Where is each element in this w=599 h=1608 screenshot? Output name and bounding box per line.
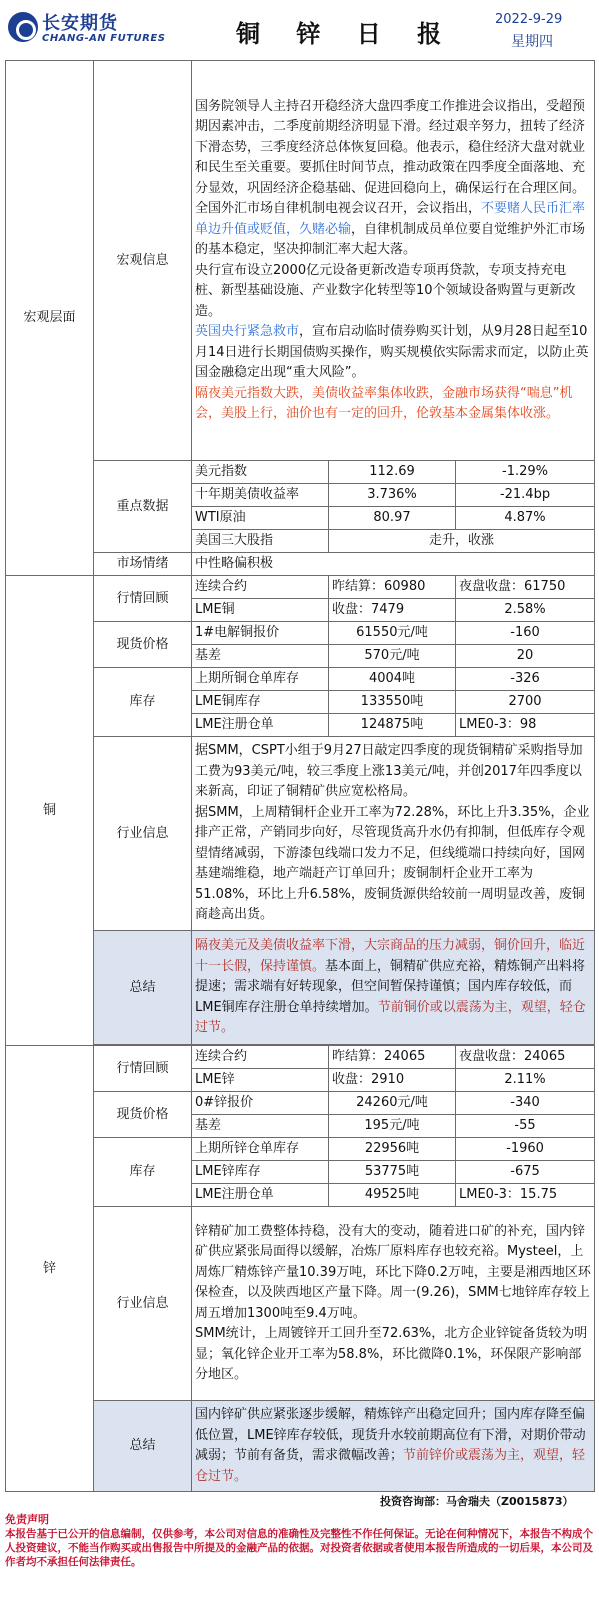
zinc-inventory-cell: LME注册仓单 bbox=[192, 1184, 329, 1207]
key-data-label: 重点数据 bbox=[94, 461, 192, 553]
section-copper: 铜 bbox=[6, 576, 94, 1046]
copper-inventory-label: 库存 bbox=[94, 668, 192, 737]
macro-paragraph-1: 国务院领导人主持召开稳经济大盘四季度工作推进会议指出，受超预期因素冲击，二季度前期经济明显下滑。经过艰辛努力，扭转了经济下滑态势，三季度经济总体恢复回稳。他表示，稳住经济大盘对就业和民生至关重要。要抓住时间节点，推动政策在四季度全面落地、充分显效，巩固经济企稳基础、促进回稳向上，确保运行在合理区间。 bbox=[195, 98, 586, 196]
copper-inventory-cell: LME0-3：98 bbox=[456, 714, 595, 737]
zinc-review-label: 行情回顾 bbox=[94, 1046, 192, 1092]
sentiment-value: 中性略偏积极 bbox=[192, 553, 595, 576]
zinc-review-cell: 收盘：2910 bbox=[329, 1069, 456, 1092]
key-data-value: 3.736% bbox=[329, 484, 456, 507]
zinc-inventory-cell: LME锌库存 bbox=[192, 1161, 329, 1184]
copper-spot-cell: 20 bbox=[456, 645, 595, 668]
zinc-inventory-cell: -675 bbox=[456, 1161, 595, 1184]
zinc-industry-text bbox=[192, 1207, 595, 1401]
macro-fx-highlight: 不要赌人民币汇率单边升值或贬值，久赌必输 bbox=[195, 201, 586, 237]
zinc-review-cell: 连续合约 bbox=[192, 1046, 329, 1069]
key-data-change: -1.29% bbox=[456, 461, 595, 484]
zinc-inventory-cell: LME0-3：15.75 bbox=[456, 1184, 595, 1207]
zinc-spot-cell: 基差 bbox=[192, 1115, 329, 1138]
copper-inventory-cell: 4004吨 bbox=[329, 668, 456, 691]
zinc-inventory-cell: 22956吨 bbox=[329, 1138, 456, 1161]
key-data-value: 112.69 bbox=[329, 461, 456, 484]
zinc-spot-cell: 24260元/吨 bbox=[329, 1092, 456, 1115]
zinc-inventory-cell: -1960 bbox=[456, 1138, 595, 1161]
zinc-spot-cell: -340 bbox=[456, 1092, 595, 1115]
copper-review-cell: 收盘：7479 bbox=[329, 599, 456, 622]
macro-info-label: 宏观信息 bbox=[94, 61, 192, 461]
zinc-review-cell: LME锌 bbox=[192, 1069, 329, 1092]
zinc-review-cell: 2.11% bbox=[456, 1069, 595, 1092]
copper-review-cell: 连续合约 bbox=[192, 576, 329, 599]
zinc-inventory-cell: 49525吨 bbox=[329, 1184, 456, 1207]
macro-paragraph-4: 英国央行紧急救市，宣布启动临时债券购买计划，从9月28日起至10月14日进行长期国债购买操作，购买规模依实际需求而定，以防止英国金融稳定出现“重大风险”。 bbox=[195, 324, 589, 380]
company-name-en: CHANG-AN FUTURES bbox=[42, 33, 166, 44]
section-macro: 宏观层面 bbox=[6, 61, 94, 576]
zinc-spot-cell: -55 bbox=[456, 1115, 595, 1138]
zinc-spot-label: 现货价格 bbox=[94, 1092, 192, 1138]
key-data-name: 美元指数 bbox=[192, 461, 329, 484]
macro-paragraph-2: 全国外汇市场自律机制电视会议召开，会议指出，不要赌人民币汇率单边升值或贬值，久赌必输，自律机制成员单位要自觉维护外汇市场的基本稳定，坚决抑制汇率大起大落。 bbox=[195, 201, 586, 257]
macro-boe-highlight: 英国央行紧急救市 bbox=[195, 324, 300, 339]
copper-inventory-cell: -326 bbox=[456, 668, 595, 691]
company-logo-icon bbox=[8, 12, 38, 42]
zinc-summary-text: 国内锌矿供应紧张逐步缓解，精炼锌产出稳定回升；国内库存降至偏低位置，LME锌库存较低，现货升水较前期高位有下滑，对期价带动减弱；节前有备货，需求微幅改善；节前锌价或震荡为主，观望，轻仓过节。 bbox=[192, 1401, 595, 1492]
copper-inventory-cell: 上期所铜仓单库存 bbox=[192, 668, 329, 691]
zinc-spot-cell: 0#锌报价 bbox=[192, 1092, 329, 1115]
zinc-summary-conclusion: 节前锌价或震荡为主，观望，轻仓过节。 bbox=[195, 1448, 586, 1484]
report-table bbox=[5, 60, 595, 1492]
report-weekday: 星期四 bbox=[511, 34, 553, 50]
copper-review-cell: LME铜 bbox=[192, 599, 329, 622]
key-data-change: 4.87% bbox=[456, 507, 595, 530]
company-name-cn: 长安期货 bbox=[42, 13, 118, 34]
copper-spot-cell: 基差 bbox=[192, 645, 329, 668]
copper-industry-paragraph-2: 据SMM，上周精铜杆企业开工率为72.28%，环比上升3.35%，企业排产正常，产销同步向好，尽管现货高升水仍有抑制，但低库存令观望情绪减弱，下游漆包线端口发力不足，但线缆端口持续向好，国网基建端维稳，地产端赶产订单回升；废铜制杆企业开工率为51.08%，环比上升6.58%，废铜货源供给较前一周明显改善，废铜商趁高出货。 bbox=[195, 804, 590, 923]
zinc-industry-label: 行业信息 bbox=[94, 1207, 192, 1401]
copper-spot-cell: -160 bbox=[456, 622, 595, 645]
disclaimer-body: 本报告基于已公开的信息编制，仅供参考，本公司对信息的准确性及完整性不作任何保证。无论在何种情况下，本报告不构成个人投资建议，不能当作购买或出售报告中所提及的金融产品的依据。对投资者依据或者使用本报告所造成的一切后果，本公司及作者均不承担任何法律责任。 bbox=[5, 1528, 593, 1568]
sentiment-label: 市场情绪 bbox=[94, 553, 192, 576]
copper-review-cell: 夜盘收盘：61750 bbox=[456, 576, 595, 599]
zinc-inventory-label: 库存 bbox=[94, 1138, 192, 1207]
copper-spot-cell: 61550元/吨 bbox=[329, 622, 456, 645]
key-data-name: 十年期美债收益率 bbox=[192, 484, 329, 507]
report-date: 2022-9-29 bbox=[495, 12, 563, 27]
copper-inventory-cell: 133550吨 bbox=[329, 691, 456, 714]
macro-paragraph-5: 隔夜美元指数大跌，美债收益率集体收跌，金融市场获得“喘息”机会，美股上行，油价也有一定的回升，伦敦基本金属集体收涨。 bbox=[195, 385, 573, 421]
disclaimer-title: 免责声明 bbox=[5, 1513, 49, 1526]
copper-industry-paragraph-1: 据SMM，CSPT小组于9月27日敲定四季度的现货铜精矿采购指导加工费为93美元/吨，较三季度上涨13美元/吨，并创2017年四季度以来新高，印证了铜精矿供应宽松格局。 bbox=[195, 743, 583, 800]
copper-spot-label: 现货价格 bbox=[94, 622, 192, 668]
copper-summary-label: 总结 bbox=[94, 931, 192, 1045]
copper-industry-label: 行业信息 bbox=[94, 737, 192, 931]
copper-inventory-cell: 2700 bbox=[456, 691, 595, 714]
zinc-summary-label: 总结 bbox=[94, 1401, 192, 1492]
report-title: 铜 锌 日 报 bbox=[236, 20, 456, 48]
section-zinc: 锌 bbox=[6, 1046, 94, 1492]
copper-inventory-cell: LME注册仓单 bbox=[192, 714, 329, 737]
zinc-inventory-cell: 53775吨 bbox=[329, 1161, 456, 1184]
zinc-review-cell: 昨结算：24065 bbox=[329, 1046, 456, 1069]
key-data-name: WTI原油 bbox=[192, 507, 329, 530]
copper-summary-conclusion: 节前铜价或以震荡为主，观望，轻仓过节。 bbox=[195, 999, 586, 1036]
copper-industry-text bbox=[192, 737, 595, 931]
copper-inventory-cell: LME铜库存 bbox=[192, 691, 329, 714]
stocks-name: 美国三大股指 bbox=[192, 530, 329, 553]
key-data-value: 80.97 bbox=[329, 507, 456, 530]
zinc-review-cell: 夜盘收盘：24065 bbox=[456, 1046, 595, 1069]
macro-info-text bbox=[192, 61, 595, 461]
copper-review-label: 行情回顾 bbox=[94, 576, 192, 622]
copper-inventory-cell: 124875吨 bbox=[329, 714, 456, 737]
zinc-industry-paragraph-1: 锌精矿加工费整体持稳，没有大的变动，随着进口矿的补充，国内锌矿供应紧张局面得以缓解，冶炼厂原料库存也较充裕。Mysteel，上周炼厂精炼锌产量10.39万吨，环比下降0.2万吨，主要是湘西地区环保检查，以及陕西地区产量下降。周一(9.26)，SMM七地锌库存较上周五增加1300吨至9.4万吨。 bbox=[195, 1223, 591, 1321]
copper-spot-cell: 1#电解铜报价 bbox=[192, 622, 329, 645]
key-data-change: -21.4bp bbox=[456, 484, 595, 507]
zinc-spot-cell: 195元/吨 bbox=[329, 1115, 456, 1138]
stocks-value: 走升，收涨 bbox=[329, 530, 595, 553]
report-header bbox=[0, 0, 599, 60]
copper-review-cell: 2.58% bbox=[456, 599, 595, 622]
zinc-industry-paragraph-2: SMM统计，上周镀锌开工回升至72.63%，北方企业锌锭备货较为明显；氧化锌企业开工率为58.8%，环比微降0.1%，环保限产影响部分地区。 bbox=[195, 1326, 588, 1382]
copper-summary-text: 隔夜美元及美债收益率下滑，大宗商品的压力减弱，铜价回升，临近十一长假，保持谨慎。基本面上，铜精矿供应充裕，精炼铜产出料将提速；需求端有好转现象，但空间暂保持谨慎；国内库存较低，而LME铜库存注册仓单持续增加。节前铜价或以震荡为主，观望，轻仓过节。 bbox=[192, 931, 595, 1045]
macro-paragraph-3: 央行宣布设立2000亿元设备更新改造专项再贷款，专项支持充电桩、新型基础设施、产业数字化转型等10个领域设备购置与更新改造。 bbox=[195, 262, 576, 319]
zinc-inventory-cell: 上期所锌仓单库存 bbox=[192, 1138, 329, 1161]
copper-summary-intro: 隔夜美元及美债收益率下滑，大宗商品的压力减弱，铜价回升，临近十一长假，保持谨慎。 bbox=[195, 938, 586, 974]
copper-spot-cell: 570元/吨 bbox=[329, 645, 456, 668]
contact-info: 投资咨询部：马舍瑞夫（Z0015873） bbox=[380, 1495, 574, 1508]
copper-review-cell: 昨结算：60980 bbox=[329, 576, 456, 599]
